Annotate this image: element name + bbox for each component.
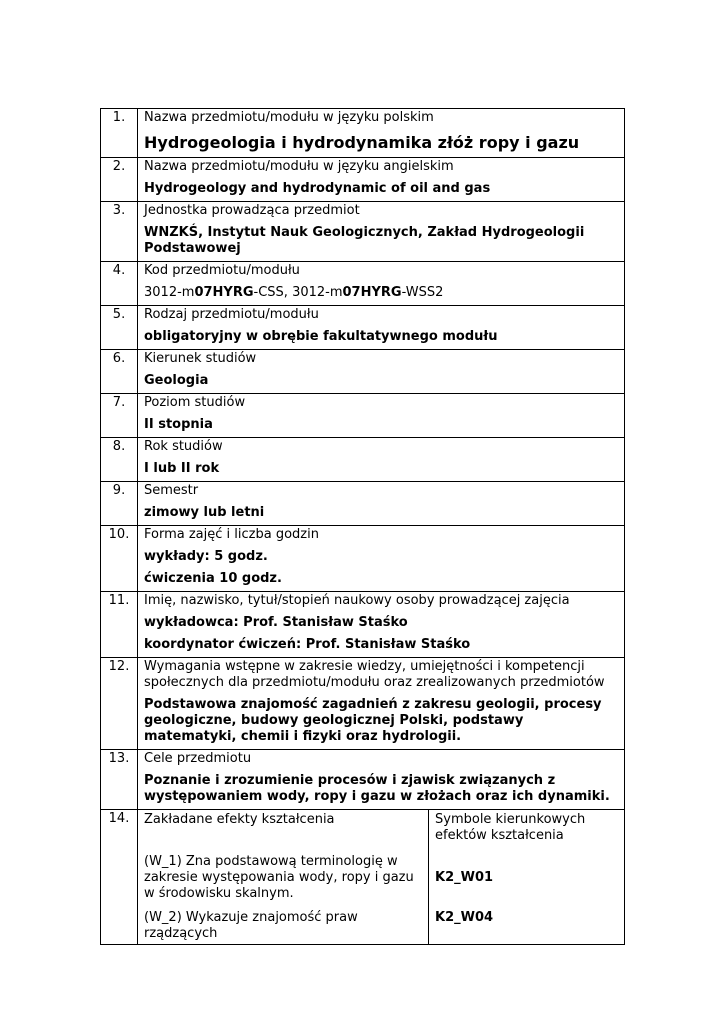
row-number: 6. [101, 350, 138, 394]
field-label: Cele przedmiotu [144, 751, 252, 766]
row-number: 5. [101, 306, 138, 350]
row-content [138, 438, 625, 482]
outcome-symbol: K2_W04 [435, 910, 494, 925]
field-label: Nazwa przedmiotu/modułu w języku polskim [144, 110, 434, 125]
field-label: Forma zajęć i liczba godzin [144, 527, 319, 542]
outcome-symbol: K2_W01 [435, 870, 494, 885]
coordinator-value: koordynator ćwiczeń: Prof. Stanisław Staśko [144, 637, 471, 652]
row-content [138, 306, 625, 350]
course-code-part: 07HYRG [342, 285, 402, 300]
table-row [101, 306, 625, 350]
field-label: Wymagania wstępne w zakresie wiedzy, umiejętności i kompetencji społecznych dla przedmiotu/modułu oraz zrealizowanych przedmiotów [144, 659, 605, 690]
learning-outcomes-cell [138, 810, 429, 945]
row-number: 8. [101, 438, 138, 482]
course-code-part: -CSS, 3012-m [253, 285, 343, 300]
row-number: 4. [101, 262, 138, 306]
row-number: 12. [101, 658, 138, 750]
course-type-value: obligatoryjny w obrębie fakultatywnego modułu [144, 329, 498, 344]
unit-value: WNZKŚ, Instytut Nauk Geologicznych, Zakład Hydrogeologii Podstawowej [144, 225, 585, 256]
course-name-pl: Hydrogeologia i hydrodynamika złóż ropy i gazu [144, 133, 580, 152]
row-content [138, 158, 625, 202]
semester-value: zimowy lub letni [144, 505, 265, 520]
field-label: Zakładane efekty kształcenia [144, 812, 335, 827]
table-row [101, 592, 625, 658]
row-number: 13. [101, 750, 138, 810]
row-number: 1. [101, 109, 138, 158]
field-label: Imię, nazwisko, tytuł/stopień naukowy osoby prowadzącej zajęcia [144, 593, 570, 608]
row-content [138, 202, 625, 262]
course-goals-value: Poznanie i zrozumienie procesów i zjawisk związanych z występowaniem wody, ropy i gazu w złożach oraz ich dynamiki. [144, 773, 610, 804]
table-row [101, 526, 625, 592]
field-label: Kod przedmiotu/modułu [144, 263, 300, 278]
course-code-part: 07HYRG [194, 285, 254, 300]
table-row [101, 350, 625, 394]
field-label: Poziom studiów [144, 395, 246, 410]
outcome-text: (W_2) Wykazuje znajomość praw rządzących [144, 910, 358, 941]
row-content [138, 592, 625, 658]
table-row [101, 658, 625, 750]
field-label: Symbole kierunkowych efektów kształcenia [435, 812, 586, 843]
study-year-value: I lub II rok [144, 461, 220, 476]
table-row [101, 750, 625, 810]
row-content [138, 658, 625, 750]
field-label: Rodzaj przedmiotu/modułu [144, 307, 319, 322]
study-level-value: II stopnia [144, 417, 213, 432]
row-number: 7. [101, 394, 138, 438]
field-label: Kierunek studiów [144, 351, 257, 366]
row-content [138, 262, 625, 306]
row-content [138, 750, 625, 810]
table-row [101, 810, 625, 945]
row-content [138, 482, 625, 526]
row-content [138, 394, 625, 438]
course-name-en: Hydrogeology and hydrodynamic of oil and gas [144, 181, 491, 196]
table-row [101, 202, 625, 262]
table-row [101, 394, 625, 438]
row-number: 14. [101, 810, 138, 945]
row-number: 9. [101, 482, 138, 526]
row-number: 2. [101, 158, 138, 202]
field-label: Rok studiów [144, 439, 223, 454]
exercise-hours: ćwiczenia 10 godz. [144, 571, 282, 586]
table-row [101, 262, 625, 306]
course-code [138, 283, 624, 305]
syllabus-table [100, 108, 625, 945]
table-row [101, 109, 625, 158]
outcome-text: (W_1) Zna podstawową terminologię w zakresie występowania wody, ropy i gazu w środowisku skalnym. [144, 854, 414, 901]
row-number: 11. [101, 592, 138, 658]
lecturer-value: wykładowca: Prof. Stanisław Staśko [144, 615, 408, 630]
row-number: 3. [101, 202, 138, 262]
row-content [138, 109, 625, 158]
outcome-symbols-cell [429, 810, 625, 945]
course-code-part: -WSS2 [401, 285, 444, 300]
row-content [138, 526, 625, 592]
row-content [138, 350, 625, 394]
lecture-hours: wykłady: 5 godz. [144, 549, 268, 564]
field-label: Nazwa przedmiotu/modułu w języku angielskim [144, 159, 454, 174]
course-code-part: 3012-m [144, 285, 195, 300]
table-row [101, 482, 625, 526]
table-row [101, 158, 625, 202]
row-number: 10. [101, 526, 138, 592]
field-of-study-value: Geologia [144, 373, 209, 388]
prerequisites-value: Podstawowa znajomość zagadnień z zakresu geologii, procesy geologiczne, budowy geologicznej Polski, podstawy matematyki, chemii i fizyki oraz hydrologii. [144, 697, 602, 744]
field-label: Jednostka prowadząca przedmiot [144, 203, 360, 218]
field-label: Semestr [144, 483, 199, 498]
table-row [101, 438, 625, 482]
